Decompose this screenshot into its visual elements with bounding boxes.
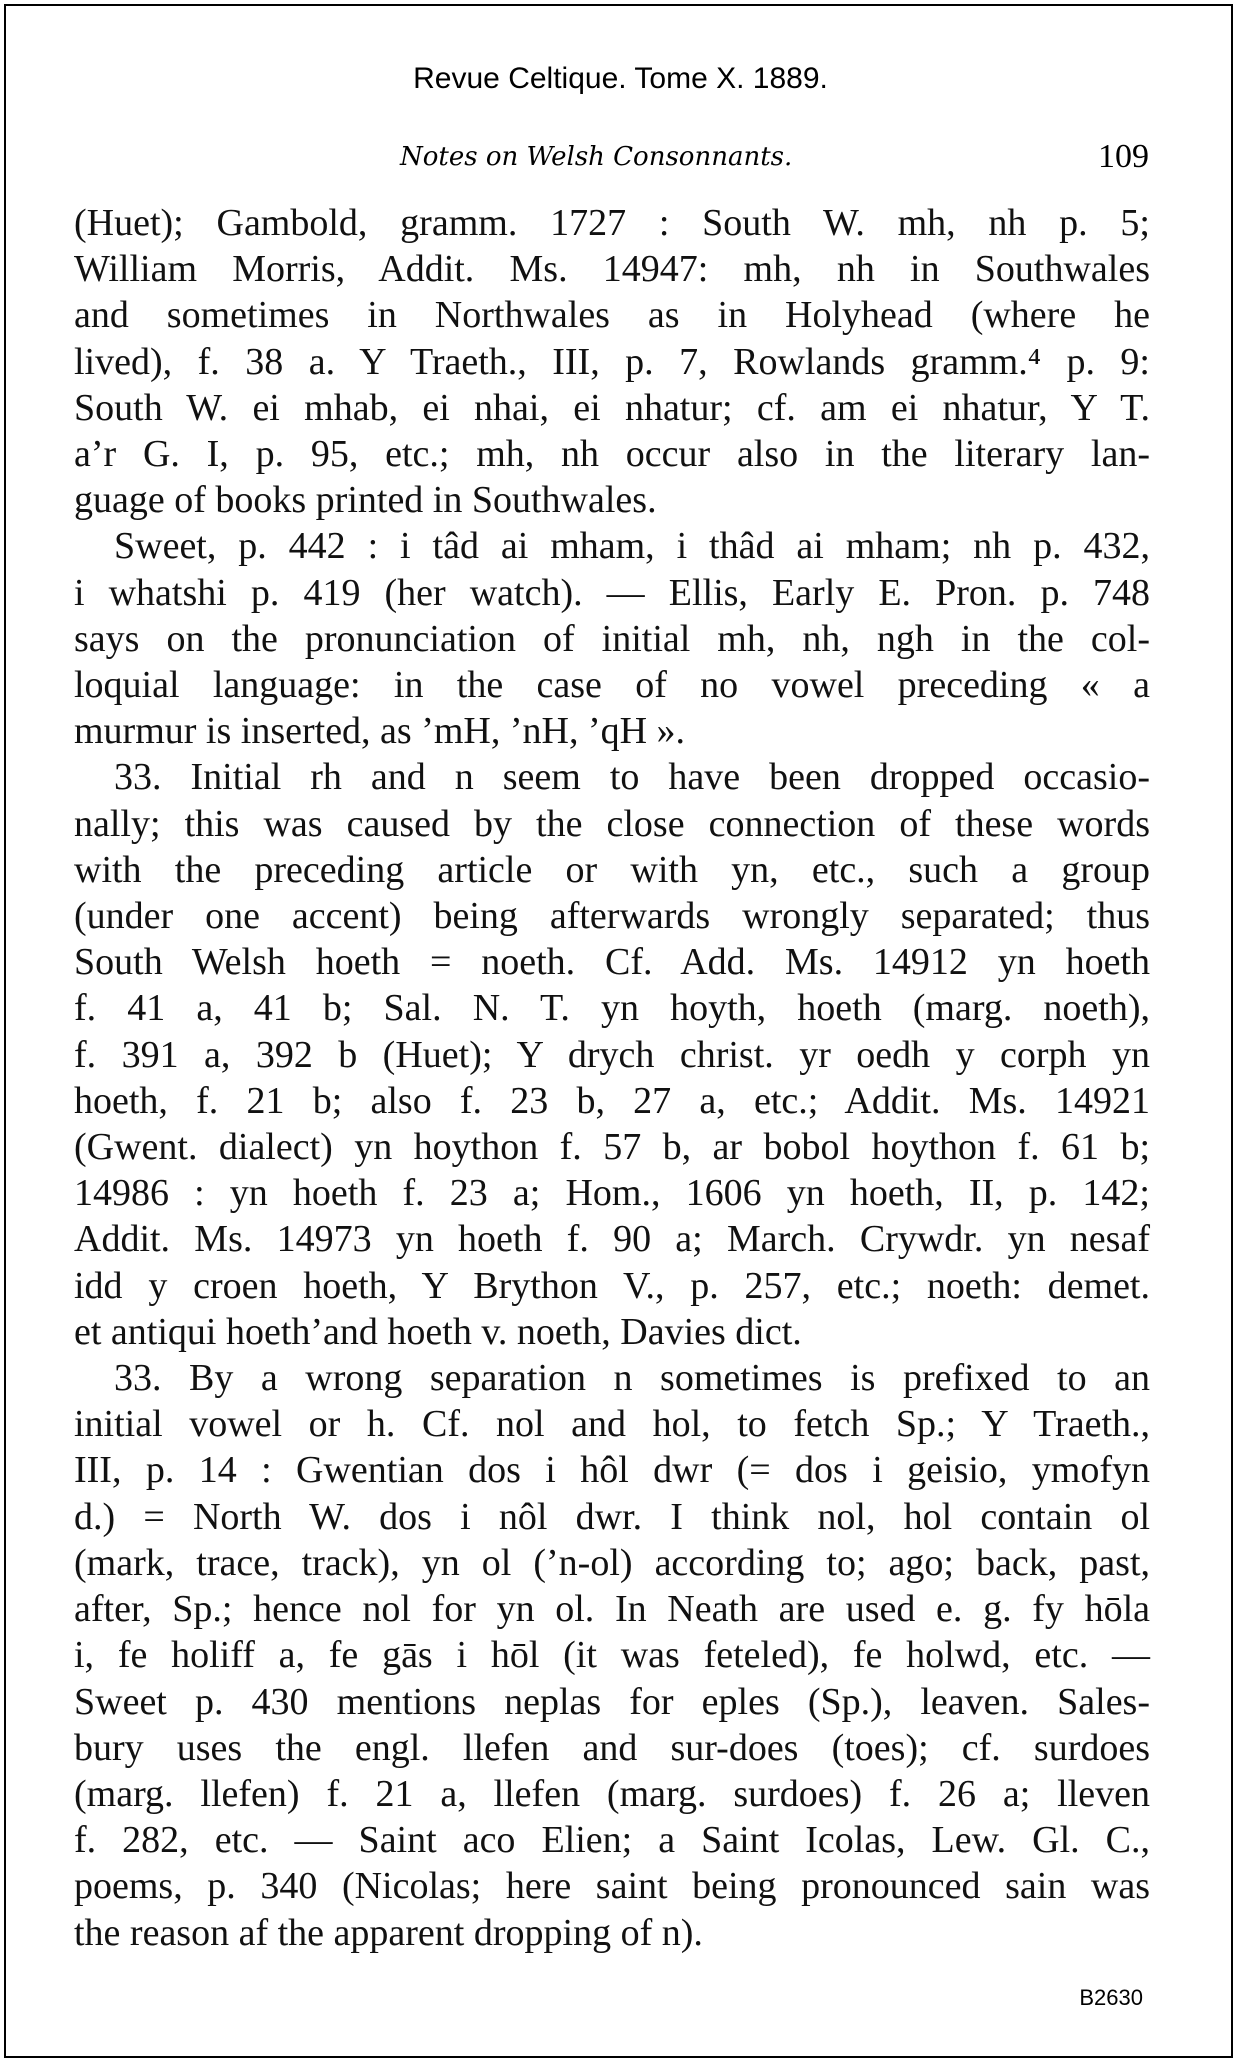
text-line: poems, p. 340 (Nicolas; here saint being pronounced sain was xyxy=(74,1865,1150,1908)
text-line: f. 391 a, 392 b (Huet); Y drych christ. yr oedh y corph yn xyxy=(74,1033,1150,1076)
text-line: initial vowel or h. Cf. nol and hol, to fetch Sp.; Y Traeth., xyxy=(74,1403,1150,1446)
page-number: 109 xyxy=(1098,138,1149,175)
text-line: loquial language: in the case of no vowel preceding « a xyxy=(74,664,1150,707)
text-line: a’r G. I, p. 95, etc.; mh, nh occur also in the literary lan- xyxy=(74,433,1150,476)
text-line: Addit. Ms. 14973 yn hoeth f. 90 a; March. Crywdr. yn nesaf xyxy=(74,1218,1150,1261)
running-title: Notes on Welsh Consonnants. xyxy=(400,142,793,172)
text-line: South Welsh hoeth = noeth. Cf. Add. Ms. 14912 yn hoeth xyxy=(74,941,1150,984)
text-line: nally; this was caused by the close connection of these words xyxy=(74,802,1150,845)
text-line: the reason af the apparent dropping of n). xyxy=(74,1911,703,1954)
text-line: i, fe holiff a, fe gās i hōl (it was feteled), fe holwd, etc. — xyxy=(74,1634,1150,1677)
text-line: South W. ei mhab, ei nhai, ei nhatur; cf. am ei nhatur, Y T. xyxy=(74,386,1150,429)
document-code: B2630 xyxy=(1079,1985,1143,2010)
text-line: with the preceding article or with yn, etc., such a group xyxy=(74,848,1150,891)
text-line: hoeth, f. 21 b; also f. 23 b, 27 a, etc.; Addit. Ms. 14921 xyxy=(74,1079,1150,1122)
text-line: bury uses the engl. llefen and sur-does (toes); cf. surdoes xyxy=(74,1726,1150,1769)
text-line: (mark, trace, track), yn ol (’n-ol) according to; ago; back, past, xyxy=(74,1541,1150,1584)
text-line: (Gwent. dialect) yn hoython f. 57 b, ar bobol hoython f. 61 b; xyxy=(74,1126,1150,1169)
text-line: after, Sp.; hence nol for yn ol. In Neath are used e. g. fy hōla xyxy=(74,1588,1150,1631)
text-line: William Morris, Addit. Ms. 14947: mh, nh in Southwales xyxy=(74,248,1150,291)
text-line: et antiqui hoeth’and hoeth v. noeth, Davies dict. xyxy=(74,1310,802,1353)
text-line: 33. Initial rh and n seem to have been dropped occasio- xyxy=(114,756,1150,799)
text-line: i whatshi p. 419 (her watch). — Ellis, Early E. Pron. p. 748 xyxy=(74,571,1150,614)
text-line: (marg. llefen) f. 21 a, llefen (marg. surdoes) f. 26 a; lleven xyxy=(74,1772,1150,1815)
text-line: and sometimes in Northwales as in Holyhead (where he xyxy=(74,294,1150,337)
text-line: f. 41 a, 41 b; Sal. N. T. yn hoyth, hoeth (marg. noeth), xyxy=(74,987,1150,1030)
text-line: f. 282, etc. — Saint aco Elien; a Saint Icolas, Lew. Gl. C., xyxy=(74,1819,1150,1862)
text-line: (Huet); Gambold, gramm. 1727 : South W. mh, nh p. 5; xyxy=(74,202,1150,244)
text-line: idd y croen hoeth, Y Brython V., p. 257, etc.; noeth: demet. xyxy=(74,1264,1150,1307)
body-text xyxy=(74,200,1150,1956)
text-line: Sweet p. 430 mentions neplas for eples (Sp.), leaven. Sales- xyxy=(74,1680,1150,1723)
text-line: 14986 : yn hoeth f. 23 a; Hom., 1606 yn hoeth, II, p. 142; xyxy=(74,1172,1150,1215)
text-line: murmur is inserted, as ’mH, ’nH, ’qH ». xyxy=(74,710,686,753)
source-citation: Revue Celtique. Tome X. 1889. xyxy=(413,62,828,95)
text-line: lived), f. 38 a. Y Traeth., III, p. 7, Rowlands gramm.⁴ p. 9: xyxy=(74,340,1150,383)
text-line: says on the pronunciation of initial mh, nh, ngh in the col- xyxy=(74,617,1150,660)
text-line: III, p. 14 : Gwentian dos i hôl dwr (= dos i geisio, ymofyn xyxy=(74,1449,1150,1492)
text-line: guage of books printed in Southwales. xyxy=(74,479,657,522)
text-line: (under one accent) being afterwards wrongly separated; thus xyxy=(74,895,1150,938)
text-line: 33. By a wrong separation n sometimes is prefixed to an xyxy=(114,1357,1150,1400)
text-line: d.) = North W. dos i nôl dwr. I think nol, hol contain ol xyxy=(74,1495,1150,1538)
text-line: Sweet, p. 442 : i tâd ai mham, i thâd ai mham; nh p. 432, xyxy=(114,525,1150,568)
